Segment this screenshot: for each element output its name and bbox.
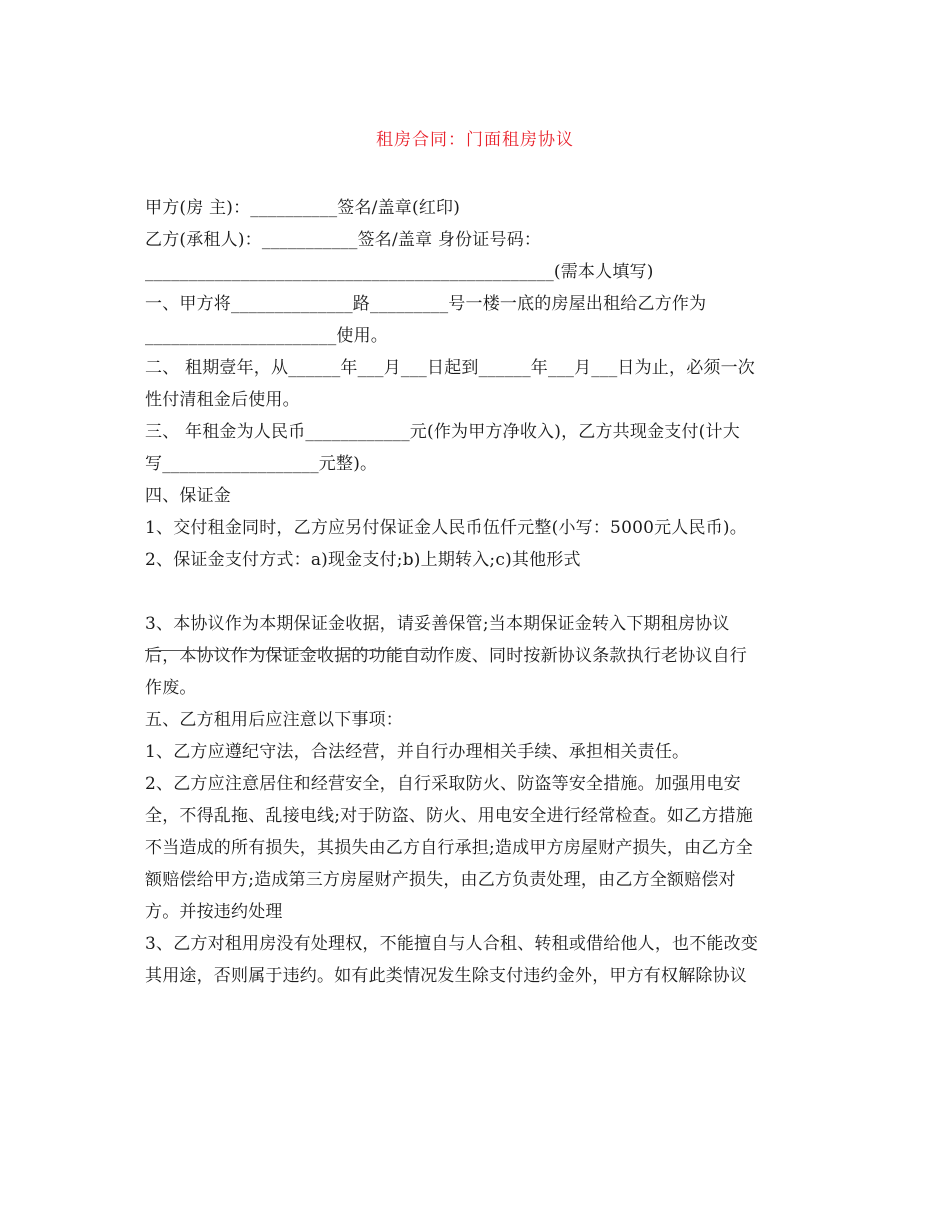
text-line: 甲方(房 主)：__________签名/盖章(红印) [145,198,461,218]
text-line: 性付清租金后使用。 [145,390,300,410]
text-line: 后，本协议作为保证金收据的功能自动作废、同时按新协议条款执行老协议自行 [145,646,747,666]
text-line: 3、乙方对租用房没有处理权，不能擅自与人合租、转租或借给他人，也不能改变 [145,934,759,954]
text-line: 额赔偿给甲方;造成第三方房屋财产损失，由乙方负责处理，由乙方全额赔偿对 [145,870,736,890]
text-line: 其用途，否则属于违约。如有此类情况发生除支付违约金外，甲方有权解除协议 [145,966,747,986]
text-line: 1、乙方应遵纪守法，合法经营，并自行办理相关手续、承担相关责任。 [145,742,690,762]
text-line: 四、保证金 [145,486,231,506]
text-line: 三、 年租金为人民币____________元(作为甲方净收入)，乙方共现金支付(计大 [145,422,740,442]
document-title: 租房合同：门面租房协议 [376,130,574,150]
blank-line [145,576,810,608]
text-line: 不当造成的所有损失，其损失由乙方自行承担;造成甲方房屋财产损失，由乙方全 [145,838,753,858]
text-line: 全，不得乱拖、乱接电线;对于防盗、防火、用电安全进行经常检查。如乙方措施 [145,806,753,826]
document-body [145,192,810,992]
text-line: 方。并按违约处理 [145,902,283,922]
text-line: 2、保证金支付方式：a)现金支付;b)上期转入;c)其他形式 [145,550,581,570]
text-line: 2、乙方应注意居住和经营安全，自行采取防火、防盗等安全措施。加强用电安 [145,774,741,794]
text-line: 五、乙方租用后应注意以下事项： [145,710,403,730]
fill-in-rule [145,650,441,651]
text-line: ______________________使用。 [145,326,388,346]
text-line: 写__________________元整)。 [145,454,378,474]
text-line: 作废。 [145,678,197,698]
text-line: 1、交付租金同时，乙方应另付保证金人民币伍仟元整(小写：5000元人民币)。 [145,518,747,538]
text-line: 乙方(承租人)：___________签名/盖章 身份证号码： [145,230,542,250]
text-line: _______________________________________________(需本人填写) [145,262,654,282]
text-line: 二、 租期壹年，从______年___月___日起到______年___月___日为止，必须一次 [145,358,756,378]
text-line: 一、甲方将______________路_________号一楼一底的房屋出租给乙方作为 [145,294,707,314]
text-line: 3、本协议作为本期保证金收据，请妥善保管;当本期保证金转入下期租房协议 [145,614,730,634]
